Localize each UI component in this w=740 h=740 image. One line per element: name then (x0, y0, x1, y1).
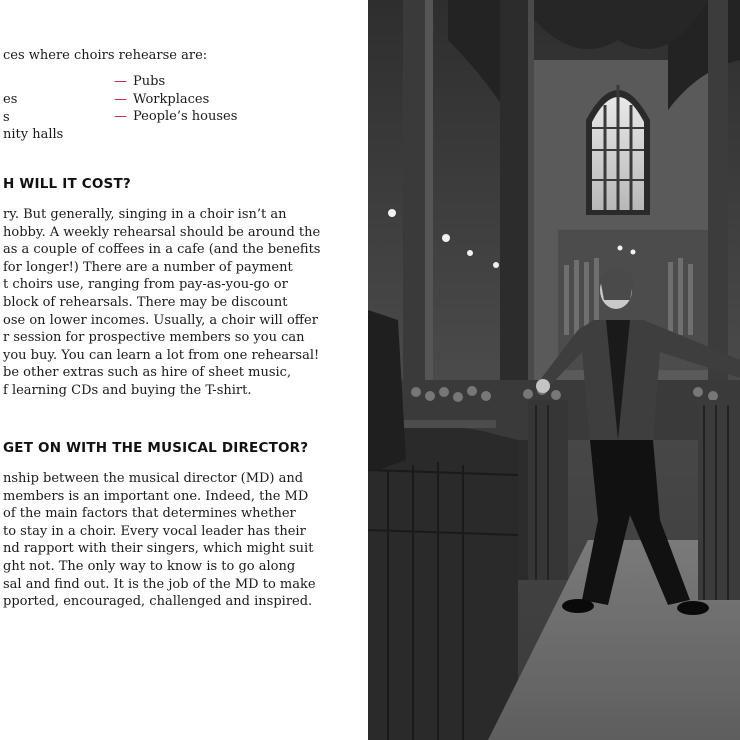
venues-list-left (3, 91, 63, 144)
venue-item: — People’s houses (114, 109, 238, 125)
list-dash: — (114, 74, 127, 89)
md-paragraph: nship between the musical director (MD) and members is an important one. Indeed, the MD of the main factors that determines whether to stay in a choir. Every vocal leader has their nd rapport with their singers, which might suit ght not. The only way to know is to go along sal and find out. It is the job of the MD to make pported, encouraged, challenged and inspired. (3, 471, 316, 610)
cost-heading: H WILL IT COST? (3, 176, 131, 192)
venue-item: s (3, 109, 10, 125)
list-dash: — (114, 91, 127, 107)
intro-line: ces where choirs rehearse are: (3, 48, 208, 63)
choir-rehearsal-photo (368, 0, 740, 740)
venue-item: nity halls (3, 127, 64, 143)
venue-item: — Pubs (114, 74, 166, 89)
text-page (0, 0, 368, 740)
list-dash: — (114, 109, 127, 125)
venue-item: — Workplaces (114, 91, 210, 107)
md-heading: GET ON WITH THE MUSICAL DIRECTOR? (3, 440, 309, 456)
church-interior-illustration (368, 0, 740, 740)
pews-right (698, 400, 740, 600)
venue-item: es (3, 92, 18, 107)
venues-list-right (114, 73, 237, 126)
pews-center (528, 400, 568, 580)
pew-end-left (368, 420, 518, 740)
cost-paragraph: ry. But generally, singing in a choir isn’t an hobby. A weekly rehearsal should be around the as a couple of coffees in a cafe (and the benefits for longer!) There are a number of payment t choirs use, ranging from pay-as-you-go or block of rehearsals. There may be discount ose on lower incomes. Usually, a choir will offer r session for prospective members so you can you buy. You can learn a lot from one rehearsal! be other extras such as hire of sheet music, f learning CDs and buying the T-shirt. (3, 207, 321, 398)
